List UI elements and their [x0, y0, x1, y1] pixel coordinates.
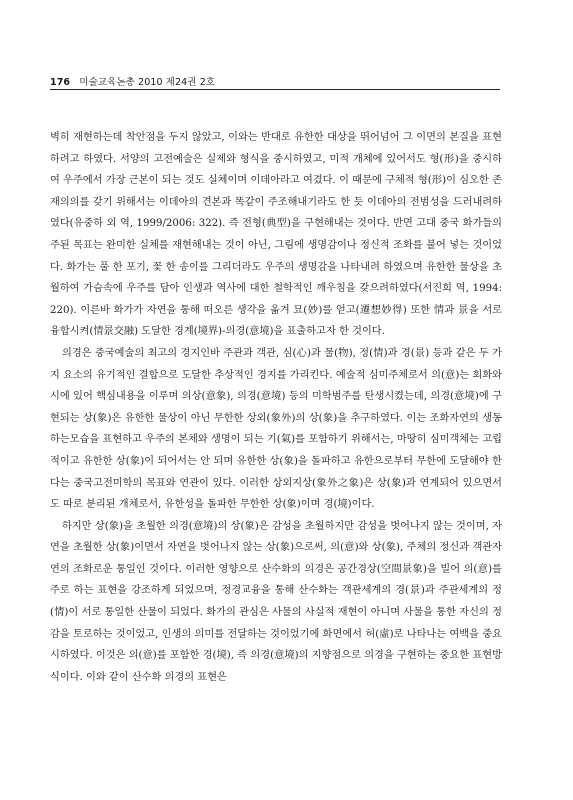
journal-title: 미술교육논총 2010 제24권 2호 [79, 77, 216, 88]
header-rule [50, 89, 500, 90]
page-number: 176 [50, 77, 71, 88]
paragraph-2: 의경은 중국예술의 최고의 경지인바 주관과 객관, 심(心)과 물(物), 정(情)과 경(景) 등과 같은 두 가지 요소의 유기적인 결합으로 도달한 추상적인 경지를 가리킨다. 예술적 심미주체로서 의(意)는 회화와 시에 있어 핵심내용을 이루며 의상(意象), 의경(意境) 등의 미학범주를 탄생시켰는데, 의경(意境)에 구현되는 상(象)은 유한한 물상이 아닌 무한한 상외(象外)의 상(象)을 추구하였다. 이는 조화자연의 생동하는모습을 표현하고 우주의 본체와 생명이 되는 기(氣)를 포함하기 위해서는, 마땅히 심미객체는 고립적이고 유한한 상(象)이 되어서는 안 되며 유한한 상(象)을 돌파하고 유한으로부터 무한에 도달해야 한다는 중국고전미학의 목표와 연관이 있다. 이러한 상외지상(象外之象)은 상(象)과 연계되어 있으면서도 따로 분리된 개체로서, 유한성을 돌파한 무한한 상(象)이며 경(境)이다. [50, 347, 502, 511]
running-header [50, 74, 500, 88]
paragraph-3: 하지만 상(象)을 초월한 의경(意境)의 상(象)은 감성을 초월하지만 감성을 벗어나지 않는 것이며, 자연을 초월한 상(象)이면서 자연을 벗어나지 않는 상(象)으로써, 의(意)와 상(象), 주체의 정신과 객관자연의 조화로운 통일인 것이다. 이러한 영향으로 산수화의 의경은 공간경상(空間景象)을 빌어 의(意)를 주로 하는 표현을 강조하게 되었으며, 정경교융을 통해 산수화는 객관세계의 경(景)과 주관세계의 정(情)이 서로 통일한 산물이 되었다. 화가의 관심은 사물의 사실적 재현이 아니며 사물을 통한 자신의 정감을 토로하는 것이었고, 인생의 의미를 전달하는 것이었기에 화면에서 허(虛)로 나타나는 여백을 중요시하였다. 이것은 의(意)를 포함한 경(境), 즉 의경(意境)의 지향점으로 의경을 구현하는 중요한 표현방식이다. 이와 같이 산수화 의경의 표현은 [50, 520, 502, 683]
article-body [50, 127, 502, 688]
paragraph-1: 벽히 재현하는데 착안점을 두지 않았고, 이와는 반대로 유한한 대상을 뛰어넘어 그 이면의 본질을 표현하려고 하였다. 서양의 고전예술은 실제와 형식을 중시하였고, 미적 개체에 있어서도 형(形)을 중시하여 우주에서 가장 근본이 되는 것도 실체이며 이데아라고 여겼다. 이 때문에 구체적 형(形)이 심오한 존재의의를 갖기 위해서는 이데아의 견본과 똑같이 주조해내기라도 한 듯 이데아의 전범성을 드러내려하였다(유중하 외 역, 1999/2006: 322). 즉 전형(典型)을 구현해내는 것이다. 반면 고대 중국 화가들의 주된 목표는 완미한 실체를 재현해내는 것이 아닌, 그림에 생명감이나 정신적 조화를 불어 넣는 것이었다. 화가는 풀 한 포기, 꽃 한 송이를 그리더라도 우주의 생명감을 나타내려 하였으며 유한한 물상을 초월하여 가슴속에 우주를 담아 인생과 역사에 대한 철학적인 깨우침을 갖으려하였다(서진희 역, 1994: 220). 이른바 화가가 자연을 통해 떠오른 생각을 옮겨 묘(妙)를 얻고(遷想妙得) 또한 情과 景을 서로 융합시켜(情景交融) 도달한 경계(境界)-의경(意境)을 표출하고자 한 것이다. [50, 132, 502, 338]
